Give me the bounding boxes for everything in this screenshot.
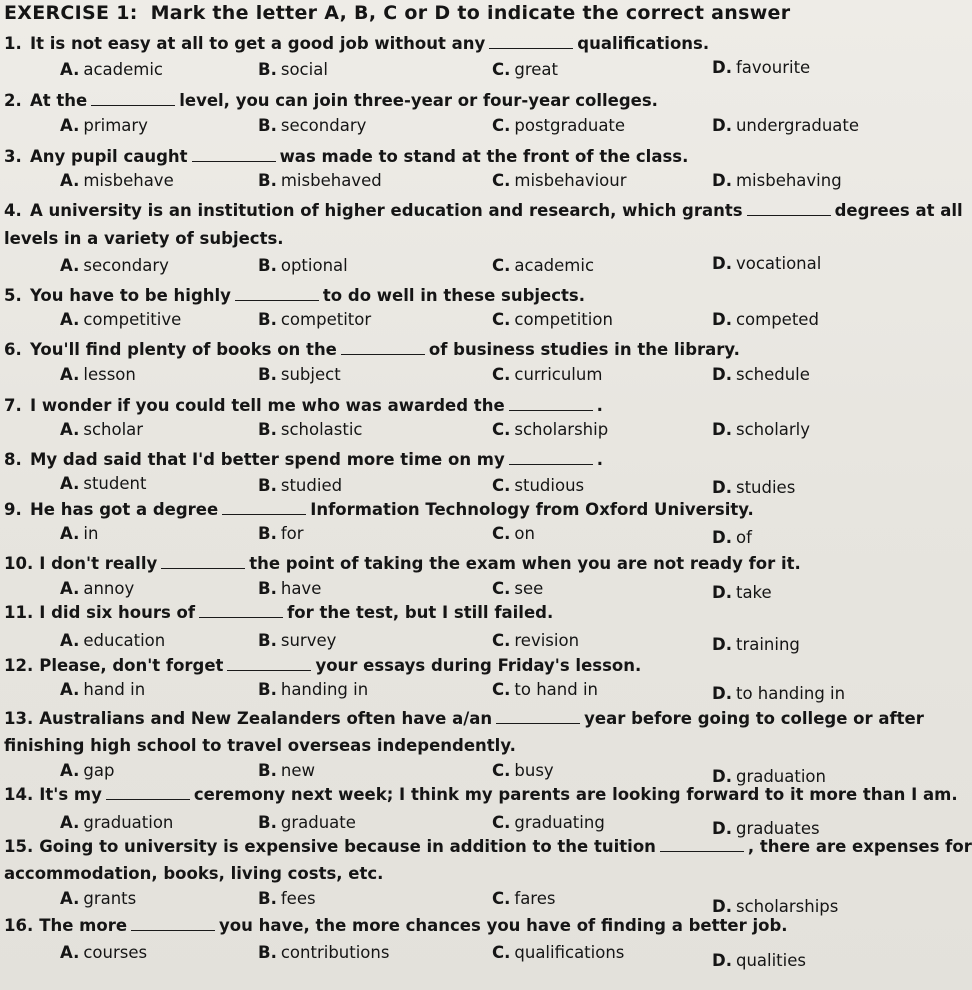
question-3-option-c[interactable]: C. misbehaviour (492, 171, 627, 190)
question-12-option-d[interactable]: D. to handing in (712, 684, 846, 703)
question-text-before-blank: At the (30, 91, 88, 110)
question-9-option-a[interactable]: A. in (60, 524, 99, 543)
question-6-stem (4, 337, 964, 362)
question-13-option-b[interactable]: B. new (258, 761, 315, 780)
question-number: 13. (4, 709, 34, 728)
question-number: 16. (4, 916, 34, 935)
question-number: 15. (4, 837, 34, 856)
question-2-option-b[interactable]: B. secondary (258, 116, 367, 135)
question-text-after-blank: qualifications. (577, 34, 710, 53)
question-7-option-d[interactable]: D. scholarly (712, 420, 811, 439)
question-7-stem (4, 393, 964, 418)
question-number: 11. (4, 603, 34, 622)
question-number: 6. (4, 340, 22, 359)
question-8-option-c[interactable]: C. studious (492, 476, 585, 495)
question-number: 14. (4, 785, 34, 804)
question-16-stem (4, 913, 964, 938)
question-15-continuation: accommodation, books, living costs, etc. (4, 864, 384, 883)
question-12-option-c[interactable]: C. to hand in (492, 680, 598, 699)
question-text-before-blank: He has got a degree (30, 500, 219, 519)
question-9-option-b[interactable]: B. for (258, 524, 304, 543)
question-14-option-a[interactable]: A. graduation (60, 813, 174, 832)
answer-blank[interactable] (509, 450, 593, 465)
question-text-before-blank: I don't really (39, 554, 158, 573)
question-12-stem (4, 653, 964, 678)
question-6-option-c[interactable]: C. curriculum (492, 365, 603, 384)
question-7-option-b[interactable]: B. scholastic (258, 420, 363, 439)
answer-blank[interactable] (222, 500, 306, 515)
question-10-option-a[interactable]: A. annoy (60, 579, 135, 598)
question-number: 10. (4, 554, 34, 573)
question-5-option-b[interactable]: B. competitor (258, 310, 372, 329)
question-number: 12. (4, 656, 34, 675)
question-16-option-a[interactable]: A. courses (60, 943, 148, 962)
question-16-option-c[interactable]: C. qualifications (492, 943, 625, 962)
question-number: 9. (4, 500, 22, 519)
question-text-after-blank: . (596, 450, 604, 469)
question-3-option-d[interactable]: D. misbehaving (712, 171, 842, 190)
question-number: 7. (4, 396, 22, 415)
answer-blank[interactable] (199, 603, 283, 618)
question-text-before-blank: Any pupil caught (30, 147, 188, 166)
question-text-after-blank: your essays during Friday's lesson. (315, 656, 642, 675)
question-5-option-c[interactable]: C. competition (492, 310, 613, 329)
question-15-option-c[interactable]: C. fares (492, 889, 556, 908)
question-text-before-blank: It is not easy at all to get a good job without any (30, 34, 486, 53)
question-13-option-a[interactable]: A. gap (60, 761, 115, 780)
question-9-option-d[interactable]: D. of (712, 528, 752, 547)
question-text-after-blank: the point of taking the exam when you are not ready for it. (249, 554, 801, 573)
question-7-option-a[interactable]: A. scholar (60, 420, 144, 439)
question-1-option-d[interactable]: D. favourite (712, 58, 811, 77)
question-15-option-a[interactable]: A. grants (60, 889, 137, 908)
question-16-option-d[interactable]: D. qualities (712, 951, 806, 970)
question-text-after-blank: . (596, 396, 603, 415)
question-8-option-b[interactable]: B. studied (258, 476, 343, 495)
answer-blank[interactable] (131, 916, 215, 931)
question-number: 8. (4, 450, 22, 469)
exercise-title (4, 2, 790, 24)
question-text-before-blank: A university is an institution of higher education and research, which grants (30, 201, 743, 220)
question-text-after-blank: , there are expenses for (747, 837, 972, 856)
question-text-after-blank: year before going to college or after (584, 709, 924, 728)
question-13-continuation: finishing high school to travel overseas independently. (4, 736, 516, 755)
question-9-option-c[interactable]: C. on (492, 524, 535, 543)
question-10-option-d[interactable]: D. take (712, 583, 772, 602)
question-number: 3. (4, 147, 22, 166)
question-4-option-b[interactable]: B. optional (258, 256, 348, 275)
question-number: 5. (4, 286, 22, 305)
question-13-option-c[interactable]: C. busy (492, 761, 554, 780)
question-number: 4. (4, 201, 22, 220)
question-4-option-a[interactable]: A. secondary (60, 256, 169, 275)
question-text-after-blank: Information Technology from Oxford University. (310, 500, 754, 519)
question-text-before-blank: Please, don't forget (39, 656, 224, 675)
question-8-stem (4, 447, 964, 472)
answer-blank[interactable] (341, 340, 425, 355)
question-9-stem (4, 497, 964, 522)
question-text-before-blank: Going to university is expensive because in addition to the tuition (39, 837, 656, 856)
question-text-after-blank: ceremony next week; I think my parents are looking forward to it more than I am. (193, 785, 958, 804)
question-text-after-blank: degrees at all (834, 201, 963, 220)
question-text-after-blank: to do well in these subjects. (322, 286, 585, 305)
answer-blank[interactable] (747, 201, 831, 216)
question-14-stem (4, 782, 964, 807)
question-text-before-blank: You'll find plenty of books on the (30, 340, 337, 359)
question-text-before-blank: You have to be highly (30, 286, 231, 305)
question-12-option-a[interactable]: A. hand in (60, 680, 146, 699)
question-6-option-b[interactable]: B. subject (258, 365, 341, 384)
answer-blank[interactable] (489, 34, 573, 49)
question-text-after-blank: you have, the more chances you have of finding a better job. (219, 916, 788, 935)
question-4-option-d[interactable]: D. vocational (712, 254, 822, 273)
answer-blank[interactable] (509, 396, 593, 411)
question-3-option-a[interactable]: A. misbehave (60, 171, 174, 190)
answer-blank[interactable] (192, 147, 276, 162)
question-1-option-b[interactable]: B. social (258, 60, 328, 79)
question-4-stem (4, 198, 964, 223)
exercise-label: EXERCISE 1: (4, 2, 138, 24)
answer-blank[interactable] (660, 837, 744, 852)
answer-blank[interactable] (106, 785, 190, 800)
question-15-option-d[interactable]: D. scholarships (712, 897, 839, 916)
question-8-option-d[interactable]: D. studies (712, 478, 796, 497)
question-2-option-a[interactable]: A. primary (60, 116, 148, 135)
question-text-after-blank: was made to stand at the front of the class. (279, 147, 689, 166)
question-2-option-d[interactable]: D. undergraduate (712, 116, 860, 135)
question-1-stem (4, 31, 964, 56)
question-3-option-b[interactable]: B. misbehaved (258, 171, 382, 190)
question-5-option-d[interactable]: D. competed (712, 310, 819, 329)
question-14-option-c[interactable]: C. graduating (492, 813, 605, 832)
question-text-after-blank: level, you can join three-year or four-year colleges. (179, 91, 658, 110)
answer-blank[interactable] (91, 91, 175, 106)
exercise-instruction: Mark the letter A, B, C or D to indicate the correct answer (150, 2, 791, 24)
question-number: 2. (4, 91, 22, 110)
question-15-stem (4, 834, 972, 859)
answer-blank[interactable] (227, 656, 311, 671)
question-12-option-b[interactable]: B. handing in (258, 680, 369, 699)
question-5-option-a[interactable]: A. competitive (60, 310, 182, 329)
question-5-stem (4, 283, 964, 308)
question-14-option-b[interactable]: B. graduate (258, 813, 356, 832)
question-6-option-a[interactable]: A. lesson (60, 365, 136, 384)
answer-blank[interactable] (161, 554, 245, 569)
question-10-option-b[interactable]: B. have (258, 579, 322, 598)
question-2-option-c[interactable]: C. postgraduate (492, 116, 626, 135)
question-7-option-c[interactable]: C. scholarship (492, 420, 609, 439)
question-text-after-blank: of business studies in the library. (428, 340, 740, 359)
question-4-continuation: levels in a variety of subjects. (4, 229, 284, 248)
question-11-option-b[interactable]: B. survey (258, 631, 337, 650)
question-11-option-c[interactable]: C. revision (492, 631, 580, 650)
question-11-option-a[interactable]: A. education (60, 631, 166, 650)
question-1-option-a[interactable]: A. academic (60, 60, 164, 79)
question-16-option-b[interactable]: B. contributions (258, 943, 390, 962)
question-13-stem (4, 706, 964, 731)
answer-blank[interactable] (235, 286, 319, 301)
answer-blank[interactable] (496, 709, 580, 724)
question-text-before-blank: It's my (39, 785, 102, 804)
question-6-option-d[interactable]: D. schedule (712, 365, 810, 384)
question-8-option-a[interactable]: A. student (60, 474, 147, 493)
question-text-before-blank: I wonder if you could tell me who was awarded the (30, 396, 505, 415)
question-text-after-blank: for the test, but I still failed. (287, 603, 554, 622)
question-14-option-d[interactable]: D. graduates (712, 819, 820, 838)
question-15-option-b[interactable]: B. fees (258, 889, 316, 908)
question-text-before-blank: I did six hours of (39, 603, 196, 622)
question-10-option-c[interactable]: C. see (492, 579, 544, 598)
question-3-stem (4, 144, 964, 169)
question-1-option-c[interactable]: C. great (492, 60, 559, 79)
question-text-before-blank: My dad said that I'd better spend more time on my (30, 450, 505, 469)
question-number: 1. (4, 34, 22, 53)
question-text-before-blank: The more (39, 916, 128, 935)
question-13-option-d[interactable]: D. graduation (712, 767, 826, 786)
question-text-before-blank: Australians and New Zealanders often have a/an (39, 709, 493, 728)
question-4-option-c[interactable]: C. academic (492, 256, 595, 275)
question-11-option-d[interactable]: D. training (712, 635, 800, 654)
question-2-stem (4, 88, 964, 113)
question-11-stem (4, 600, 964, 625)
question-10-stem (4, 551, 964, 576)
